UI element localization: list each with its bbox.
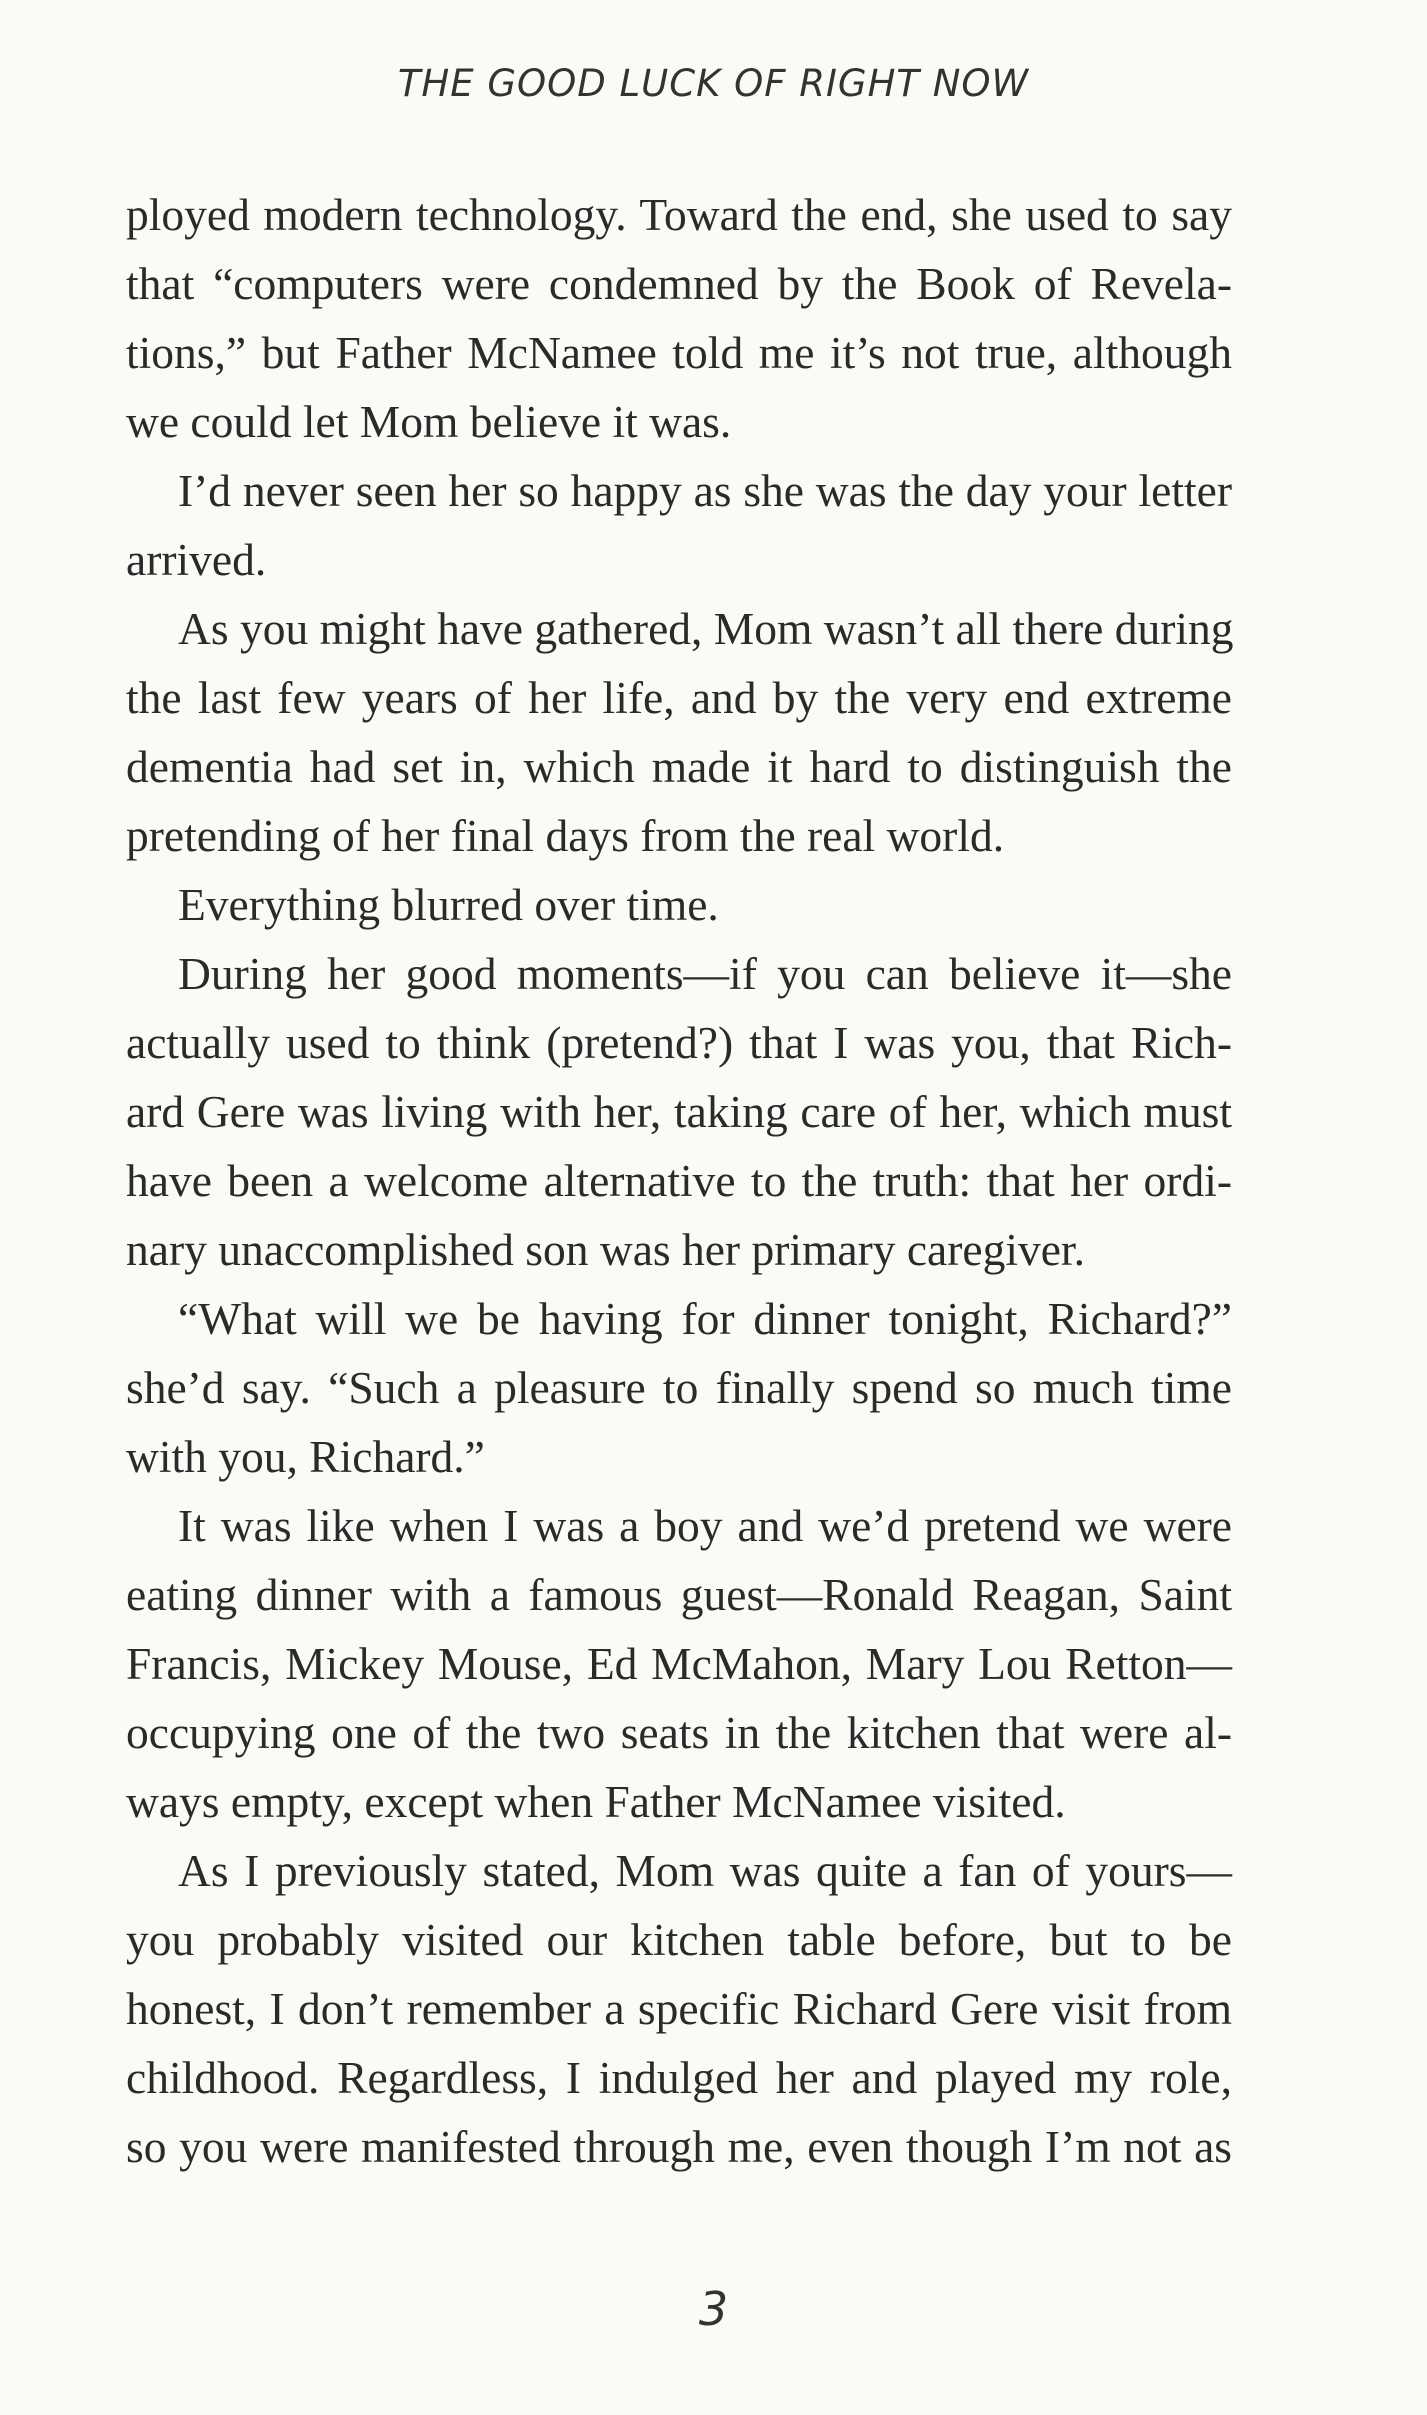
running-head: THE GOOD LUCK OF RIGHT NOW (397, 62, 1030, 105)
text-line: have been a welcome alternative to the truth: that her ordi- (126, 1155, 1232, 1206)
text-line: honest, I don’t remember a specific Richard Gere visit from (126, 1983, 1232, 2034)
text-line: I’d never seen her so happy as she was the day your letter (178, 465, 1232, 516)
text-line: occupying one of the two seats in the kitchen that were al- (126, 1707, 1232, 1758)
text-line: As I previously stated, Mom was quite a fan of yours— (178, 1845, 1232, 1896)
page-number: 3 (698, 2282, 729, 2336)
text-line: During her good moments—if you can believe it—she (178, 948, 1232, 999)
text-line: It was like when I was a boy and we’d pretend we were (178, 1500, 1232, 1551)
text-line: actually used to think (pretend?) that I was you, that Rich- (126, 1017, 1232, 1068)
text-line: we could let Mom believe it was. (126, 396, 732, 447)
text-line: ployed modern technology. Toward the end, she used to say (126, 189, 1232, 240)
text-line: with you, Richard.” (126, 1431, 485, 1482)
text-line: Everything blurred over time. (178, 879, 719, 930)
text-line: dementia had set in, which made it hard to distinguish the (126, 741, 1232, 792)
text-line: so you were manifested through me, even though I’m not as (126, 2121, 1232, 2172)
text-line: arrived. (126, 534, 267, 585)
text-line: she’d say. “Such a pleasure to finally spend so much time (126, 1362, 1232, 1413)
text-line: Francis, Mickey Mouse, Ed McMahon, Mary Lou Retton— (126, 1638, 1232, 1689)
text-line: childhood. Regardless, I indulged her and played my role, (126, 2052, 1232, 2103)
text-line: that “computers were condemned by the Book of Revela- (126, 258, 1232, 309)
text-line: As you might have gathered, Mom wasn’t all there during (178, 603, 1234, 654)
body-text (126, 180, 1232, 2181)
text-line: nary unaccomplished son was her primary caregiver. (126, 1224, 1085, 1275)
text-line: ard Gere was living with her, taking care of her, which must (126, 1086, 1232, 1137)
text-line: “What will we be having for dinner tonight, Richard?” (178, 1293, 1232, 1344)
text-line: the last few years of her life, and by the very end extreme (126, 672, 1232, 723)
text-line: eating dinner with a famous guest—Ronald Reagan, Saint (126, 1569, 1232, 1620)
text-line: ways empty, except when Father McNamee visited. (126, 1776, 1066, 1827)
text-line: you probably visited our kitchen table before, but to be (126, 1914, 1232, 1965)
text-line: tions,” but Father McNamee told me it’s not true, although (126, 327, 1232, 378)
text-line: pretending of her final days from the real world. (126, 810, 1005, 861)
